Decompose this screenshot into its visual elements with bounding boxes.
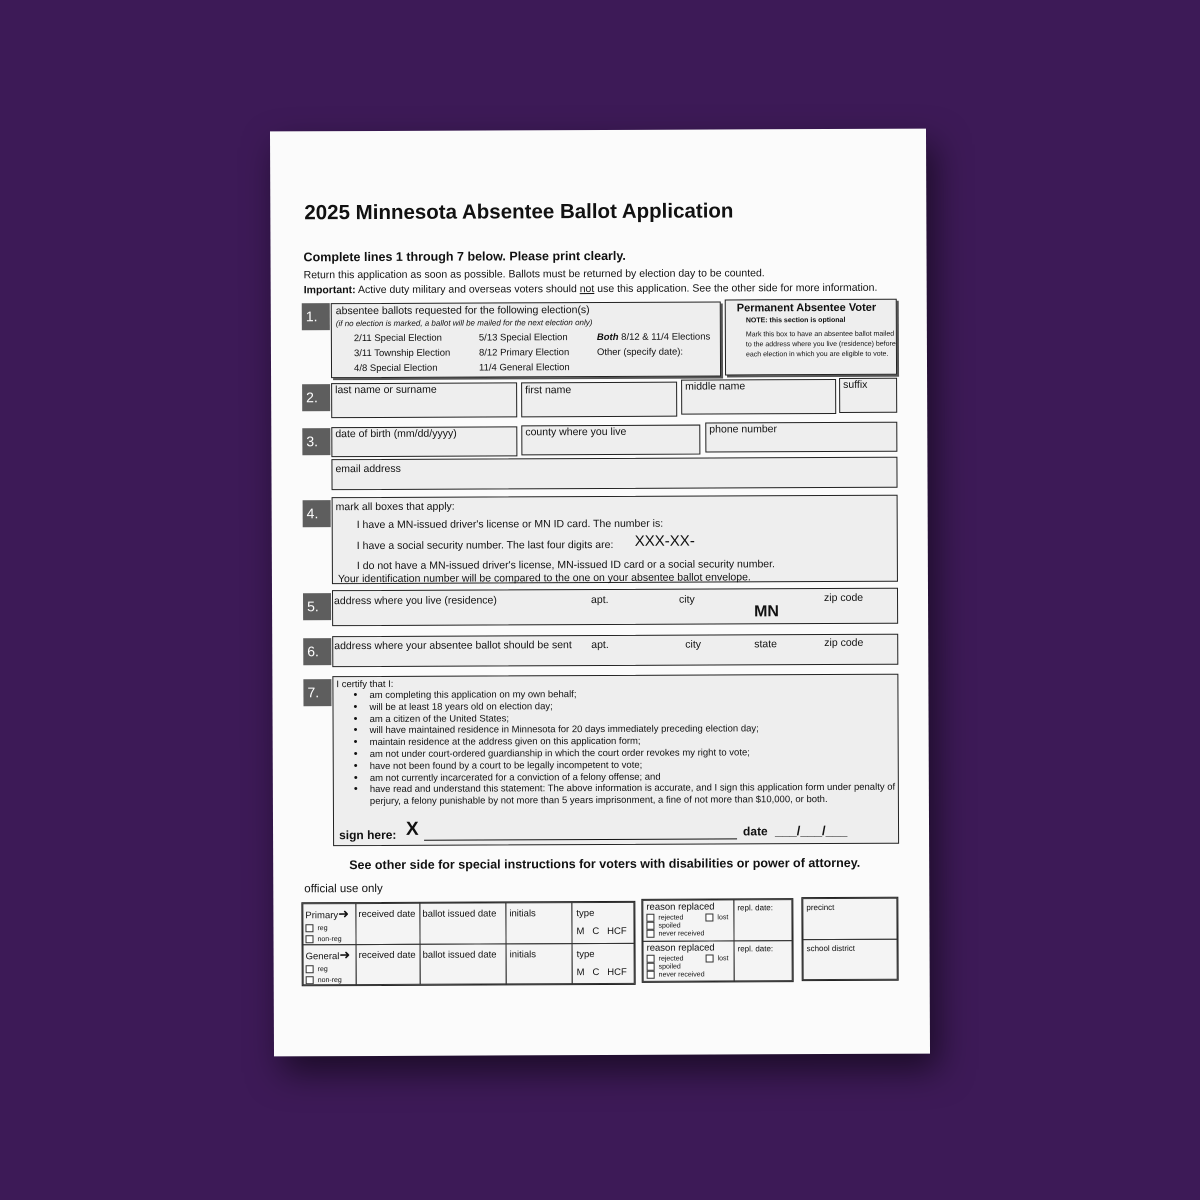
residence-state-value: MN (754, 603, 780, 621)
important-label: Important: (303, 284, 356, 297)
section-number-6: 6. (303, 638, 331, 665)
primary-repl-date-cell[interactable] (733, 899, 792, 941)
county-field[interactable] (521, 425, 700, 456)
primary-received-cell[interactable] (355, 903, 420, 945)
cert-item: • am not currently incarcerated for a conviction of a felony offense; and (352, 770, 900, 784)
never-received-option[interactable] (647, 971, 705, 979)
residence-apt-label: apt. (591, 593, 609, 607)
mailing-address-box[interactable] (332, 634, 898, 667)
primary-initials-cell[interactable] (505, 902, 572, 944)
general-label (305, 947, 351, 963)
ballot-issued-label: ballot issued date (422, 949, 497, 961)
date-label: date (743, 824, 768, 839)
spoiled-option[interactable] (647, 963, 681, 971)
ballot-issued-label: ballot issued date (422, 908, 497, 920)
election-option-other[interactable]: Other (specify date): (596, 346, 684, 359)
mailing-apt-label: apt. (591, 638, 609, 652)
reg-text: reg (317, 925, 328, 933)
primary-cell (302, 903, 356, 945)
school-district-cell[interactable] (803, 939, 898, 980)
section-number-7: 7. (303, 679, 331, 706)
general-cell (303, 944, 357, 985)
section-number-4: 4. (303, 500, 331, 527)
section-number-5: 5. (303, 593, 331, 620)
date-of-birth-field[interactable] (331, 426, 517, 457)
instructions-line2-part-a: Active duty military and overseas voters should (355, 283, 580, 297)
residence-zip-label: zip code (824, 591, 864, 605)
section1-heading: absentee ballots requested for the following election(s) (335, 304, 590, 318)
instructions-line2 (304, 282, 878, 297)
type-label: type (576, 949, 595, 961)
first-name-field[interactable] (521, 382, 677, 418)
general-nonreg-option[interactable] (306, 976, 342, 984)
reason-replaced-label: reason replaced (646, 901, 715, 913)
residence-address-label: address where you live (residence) (334, 594, 497, 608)
instructions-line2-part-b: use this application. See the other side for more information. (594, 281, 878, 296)
cert-item: • have read and understand this statement: The above information is accurate, and I sign this application form under penalty of perjury, a felony punishable by not more than 5 years imprisonment, a fine of not more than $10,000, or both. (352, 782, 900, 808)
mailing-city-label: city (685, 638, 702, 651)
county-label: county where you live (525, 425, 627, 439)
first-name-label: first name (525, 384, 572, 397)
precinct-cell[interactable] (802, 898, 897, 940)
cert-item: • am not under court-ordered guardianship in which the court order revokes my right to vote; (352, 747, 900, 761)
arrow-right-icon: ➜ (338, 906, 350, 922)
residence-address-box[interactable] (332, 588, 898, 626)
election-option-both[interactable] (597, 332, 710, 343)
precinct-label: precinct (806, 902, 835, 913)
signature-x: X (405, 818, 419, 840)
checkbox-icon (705, 914, 713, 922)
other-side-note: See other side for special instructions for voters with disabilities or power of attorney. (349, 855, 861, 873)
checkbox-icon (646, 914, 654, 922)
middle-name-label: middle name (685, 380, 746, 393)
official-tracking-table (301, 901, 635, 986)
election-option-4-8[interactable]: 4/8 Special Election (353, 362, 438, 375)
replacement-table (641, 898, 793, 983)
general-initials-cell[interactable] (506, 943, 573, 984)
primary-label (305, 906, 350, 922)
repl-date-label: repl. date: (737, 903, 773, 913)
repl-date-label: repl. date: (737, 944, 774, 954)
checkbox-icon (647, 955, 655, 963)
election-option-3-11[interactable]: 3/11 Township Election (353, 347, 451, 360)
certification-list (351, 688, 900, 808)
general-reason-cell (643, 940, 735, 981)
checkbox-icon (306, 976, 314, 984)
mailing-state-label: state (754, 638, 778, 651)
nonreg-text: non-reg (317, 935, 342, 944)
suffix-field[interactable] (839, 378, 897, 413)
election-selection-box[interactable] (331, 301, 721, 378)
identification-box (332, 495, 898, 584)
spoiled-text: spoiled (658, 963, 681, 971)
pav-title: Permanent Absentee Voter (736, 301, 877, 315)
pav-note: NOTE: this section is optional (745, 316, 846, 325)
election-option-11-4[interactable]: 11/4 General Election (478, 362, 570, 374)
general-type-cell[interactable] (572, 943, 635, 984)
mailing-zip-label: zip code (824, 636, 864, 650)
pav-text: Mark this box to have an absentee ballot mailed to the address where you live (residence) before each election in which you are eligible to vote. (745, 330, 896, 359)
signature-line[interactable] (424, 838, 737, 840)
certification-heading: I certify that I: (336, 678, 394, 691)
never-received-text: never received (658, 930, 705, 938)
both-rest: 8/12 & 11/4 Elections (618, 331, 711, 343)
primary-issued-cell[interactable] (419, 902, 506, 944)
arrow-right-icon: ➜ (339, 947, 351, 963)
lost-option[interactable] (706, 954, 729, 962)
initials-label: initials (509, 949, 537, 961)
type-options: M C HCF (576, 925, 627, 938)
never-received-text: never received (658, 971, 705, 979)
checkbox-icon (646, 922, 654, 930)
lost-text: lost (717, 914, 729, 922)
nonreg-text: non-reg (317, 976, 342, 985)
received-date-label: received date (358, 949, 416, 962)
cert-item: • maintain residence at the address given on this application form; (352, 735, 900, 749)
mailing-address-label: address where your absentee ballot should be sent (334, 639, 572, 653)
checkbox-icon (305, 924, 313, 932)
middle-name-field[interactable] (681, 379, 836, 415)
primary-nonreg-option[interactable] (305, 935, 341, 943)
checkbox-icon (306, 965, 314, 973)
checkbox-icon (647, 963, 655, 971)
initials-label: initials (509, 908, 536, 920)
date-blank[interactable]: ___/___/___ (775, 822, 848, 839)
dob-label: date of birth (mm/dd/yyyy) (335, 427, 457, 441)
reason-replaced-label: reason replaced (646, 942, 715, 954)
type-label: type (576, 908, 595, 920)
both-bold: Both (596, 331, 619, 344)
checkbox-icon (305, 935, 313, 943)
certification-box (332, 674, 899, 846)
email-field[interactable] (331, 457, 897, 490)
section-number-2: 2. (302, 384, 330, 411)
permanent-absentee-voter-box[interactable] (725, 299, 897, 376)
general-text: General (305, 951, 340, 963)
ssn-prefix: XXX-XX- (634, 532, 695, 550)
form-title: 2025 Minnesota Absentee Ballot Application (304, 199, 734, 225)
id-option-none[interactable]: I do not have a MN-issued driver's license, MN-issued ID card or a social security number. (356, 558, 775, 573)
general-received-cell[interactable] (356, 944, 421, 985)
lost-option[interactable] (705, 913, 728, 921)
general-issued-cell[interactable] (420, 943, 507, 984)
rejected-option[interactable] (646, 914, 683, 922)
received-date-label: received date (358, 908, 416, 921)
section4-footer: Your identification number will be compared to the one on your absentee ballot envelope. (337, 571, 751, 586)
checkbox-icon (706, 955, 714, 963)
application-form-paper (270, 129, 930, 1057)
never-received-option[interactable] (646, 930, 704, 938)
cert-item: • will have maintained residence in Minnesota for 20 days immediately preceding election day; (352, 723, 900, 737)
checkbox-icon (646, 930, 654, 938)
last-name-label: last name or surname (335, 383, 437, 397)
reg-text: reg (317, 966, 328, 974)
primary-reason-cell (642, 899, 734, 941)
school-district-label: school district (806, 943, 856, 954)
email-label: email address (335, 462, 401, 476)
primary-text: Primary (305, 910, 339, 922)
rejected-text: rejected (658, 955, 684, 963)
instructions-line1: Return this application as soon as possible. Ballots must be returned by election day to be counted. (303, 267, 765, 282)
election-option-5-13[interactable]: 5/13 Special Election (478, 332, 568, 344)
type-options: M C HCF (576, 966, 627, 979)
lost-text: lost (717, 955, 729, 963)
rejected-text: rejected (658, 914, 684, 922)
precinct-district-table (801, 897, 898, 981)
section1-subheading: (if no election is marked, a ballot will be mailed for the next election only) (335, 318, 593, 329)
primary-type-cell[interactable] (571, 902, 634, 944)
checkbox-icon (647, 971, 655, 979)
suffix-label: suffix (843, 378, 868, 391)
id-option-ssn[interactable]: I have a social security number. The last four digits are: (356, 538, 614, 553)
phone-field[interactable] (705, 422, 897, 453)
cert-item: • will be at least 18 years old on election day; (351, 699, 899, 713)
election-option-2-11[interactable]: 2/11 Special Election (353, 332, 442, 345)
section-number-1: 1. (302, 303, 330, 330)
section4-heading: mark all boxes that apply: (335, 500, 455, 514)
residence-city-label: city (679, 593, 695, 606)
election-option-8-12[interactable]: 8/12 Primary Election (478, 347, 570, 359)
spoiled-text: spoiled (658, 922, 681, 930)
cert-item: • am a citizen of the United States; (352, 711, 900, 725)
rejected-option[interactable] (647, 955, 684, 963)
primary-reg-option[interactable] (305, 924, 327, 932)
sign-here-label: sign here: (339, 827, 397, 843)
spoiled-option[interactable] (646, 922, 680, 930)
cert-item: • am completing this application on my own behalf; (351, 688, 899, 702)
general-repl-date-cell[interactable] (734, 940, 793, 981)
last-name-field[interactable] (331, 382, 517, 418)
instructions-not: not (579, 283, 595, 296)
section-number-3: 3. (302, 428, 330, 455)
id-option-drivers-license[interactable]: I have a MN-issued driver's license or MN ID card. The number is: (356, 517, 664, 532)
official-use-label: official use only (304, 882, 383, 896)
instructions-heading: Complete lines 1 through 7 below. Please print clearly. (303, 248, 626, 265)
phone-label: phone number (709, 423, 778, 436)
cert-item: • have not been found by a court to be legally incompetent to vote; (352, 758, 900, 772)
general-reg-option[interactable] (306, 965, 328, 973)
